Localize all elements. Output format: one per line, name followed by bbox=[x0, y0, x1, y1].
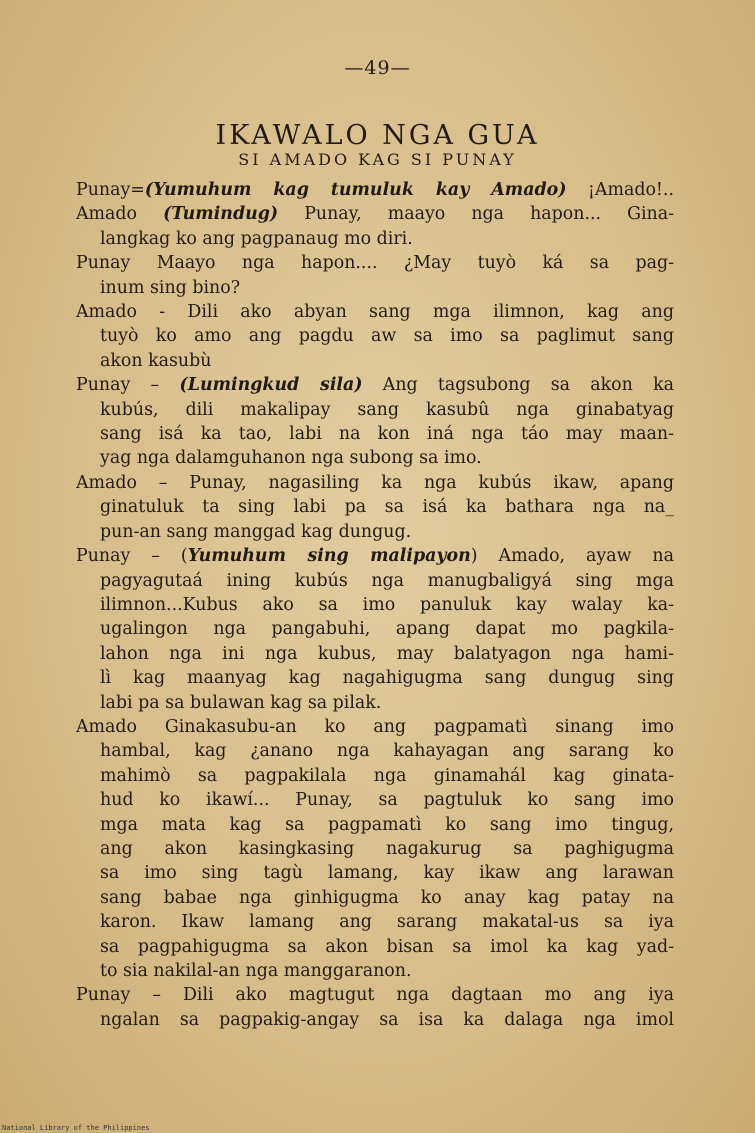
line-text: Amado - Dili ako abyan sang mga ilimnon, kag ang bbox=[76, 302, 674, 323]
text-line bbox=[76, 813, 674, 837]
line-text: lahon nga ini nga kubus, may balatyagon nga hami- bbox=[100, 643, 674, 664]
text-line bbox=[76, 935, 674, 959]
stage-direction: (Lumingkud sila) bbox=[179, 375, 363, 396]
line-text: ginatuluk ta sing labi pa sa isá ka bathara nga na_ bbox=[100, 497, 674, 518]
line-text: Punay – ( bbox=[76, 546, 188, 567]
line-text: ¡Amado!.. bbox=[566, 180, 674, 200]
dialogue-entry bbox=[76, 178, 674, 202]
stage-direction: (Tumindug) bbox=[163, 204, 279, 225]
line-text: mahimò sa pagpakilala nga ginamahál kag ginata- bbox=[100, 765, 674, 786]
text-line bbox=[76, 178, 674, 202]
text-line bbox=[76, 764, 674, 788]
chapter-subtitle: SI AMADO KAG SI PUNAY bbox=[238, 150, 517, 169]
text-line bbox=[76, 617, 674, 641]
line-text: langkag ko ang pagpanaug mo diri. bbox=[100, 228, 413, 249]
line-text: ang akon kasingkasing nagakurug sa paghigugma bbox=[100, 838, 674, 859]
dialogue-entry bbox=[76, 373, 674, 471]
text-line bbox=[76, 593, 674, 617]
text-line bbox=[76, 837, 674, 861]
line-text: hambal, kag ¿anano nga kahayagan ang sarang ko bbox=[100, 741, 674, 762]
dialogue-entry bbox=[76, 983, 674, 1032]
line-text: inum sing bino? bbox=[100, 277, 241, 298]
line-text: ugalingon nga pangabuhi, apang dapat mo pagkila- bbox=[100, 619, 674, 640]
text-line bbox=[76, 739, 674, 763]
line-text: Amado bbox=[76, 204, 164, 225]
line-text: sa imo sing tagù lamang, kay ikaw ang larawan bbox=[100, 863, 674, 884]
line-text: Amado Ginakasubu-an ko ang pagpamatì sinang imo bbox=[76, 716, 674, 737]
text-line bbox=[76, 691, 674, 715]
line-text: kubús, dili makalipay sang kasubû nga ginabatyag bbox=[100, 399, 674, 420]
text-line bbox=[76, 569, 674, 593]
text-line bbox=[76, 788, 674, 812]
line-text: Punay, maayo nga hapon... Gina- bbox=[278, 204, 674, 225]
line-text: labi pa sa bulawan kag sa pilak. bbox=[100, 692, 382, 713]
line-text: Punay Maayo nga hapon.... ¿May tuyò ká sa pag- bbox=[76, 253, 674, 274]
text-line bbox=[76, 373, 674, 397]
line-text: ) Amado, ayaw na bbox=[470, 546, 674, 567]
chapter-title: IKAWALO NGA GUA bbox=[215, 120, 540, 152]
stage-direction: Yumuhum sing malipayon bbox=[187, 546, 471, 567]
dialogue-entry bbox=[76, 715, 674, 983]
line-text: Punay – Dili ako magtugut nga dagtaan mo ang iya bbox=[76, 985, 674, 1006]
text-line bbox=[76, 276, 674, 300]
text-line bbox=[76, 495, 674, 519]
line-text: yag nga dalamguhanon nga subong sa imo. bbox=[100, 448, 482, 469]
stage-direction: (Yumuhum kag tumuluk kay Amado) bbox=[144, 180, 567, 200]
line-text: to sia nakilal-an nga manggaranon. bbox=[100, 961, 412, 981]
text-line bbox=[76, 959, 674, 983]
line-text: tuyò ko amo ang pagdu aw sa imo sa paglimut sang bbox=[100, 326, 674, 347]
line-text: Punay= bbox=[76, 180, 145, 200]
line-text: akon kasubù bbox=[100, 350, 212, 371]
line-text: ilimnon...Kubus ako sa imo panuluk kay walay ka- bbox=[100, 594, 674, 615]
line-text: sang isá ka tao, labi na kon iná nga táo may maan- bbox=[100, 424, 674, 445]
line-text: Punay – bbox=[76, 375, 180, 396]
text-line bbox=[76, 910, 674, 934]
text-line bbox=[76, 544, 674, 568]
text-line bbox=[76, 471, 674, 495]
page-number: —49— bbox=[344, 57, 411, 79]
text-line bbox=[76, 520, 674, 544]
line-text: Ang tagsubong sa akon ka bbox=[362, 375, 674, 396]
line-text: ngalan sa pagpakig-angay sa isa ka dalaga nga imol bbox=[100, 1009, 674, 1030]
line-text: pagyagutaá ining kubús nga manugbaligyá sing mga bbox=[100, 570, 674, 591]
text-line bbox=[76, 983, 674, 1007]
text-line bbox=[76, 1008, 674, 1032]
line-text: lì kag maanyag kag nagahigugma sang dungug sing bbox=[100, 668, 674, 689]
dialogue-entry bbox=[76, 471, 674, 544]
text-line bbox=[76, 251, 674, 275]
library-footer: National Library of the Philippines bbox=[2, 1124, 150, 1132]
dialogue-body bbox=[76, 178, 674, 1032]
text-line bbox=[76, 300, 674, 324]
dialogue-entry bbox=[76, 544, 674, 715]
text-line bbox=[76, 642, 674, 666]
text-line bbox=[76, 227, 674, 251]
text-line bbox=[76, 349, 674, 373]
line-text: sang babae nga ginhigugma ko anay kag patay na bbox=[100, 887, 674, 908]
dialogue-entry bbox=[76, 251, 674, 300]
line-text: karon. Ikaw lamang ang sarang makatal-us sa iya bbox=[100, 912, 674, 933]
text-line bbox=[76, 202, 674, 226]
dialogue-entry bbox=[76, 202, 674, 251]
text-line bbox=[76, 886, 674, 910]
text-line bbox=[76, 446, 674, 470]
text-line bbox=[76, 666, 674, 690]
text-line bbox=[76, 861, 674, 885]
line-text: Amado – Punay, nagasiling ka nga kubús ikaw, apang bbox=[76, 472, 674, 493]
line-text: hud ko ikawí... Punay, sa pagtuluk ko sang imo bbox=[100, 790, 674, 811]
text-line bbox=[76, 398, 674, 422]
line-text: pun-an sang manggad kag dungug. bbox=[100, 521, 412, 542]
line-text: sa pagpahigugma sa akon bisan sa imol ka kag yad- bbox=[100, 936, 674, 957]
dialogue-entry bbox=[76, 300, 674, 373]
text-line bbox=[76, 422, 674, 446]
text-line bbox=[76, 324, 674, 348]
text-line bbox=[76, 715, 674, 739]
line-text: mga mata kag sa pagpamatì ko sang imo tingug, bbox=[100, 814, 674, 835]
